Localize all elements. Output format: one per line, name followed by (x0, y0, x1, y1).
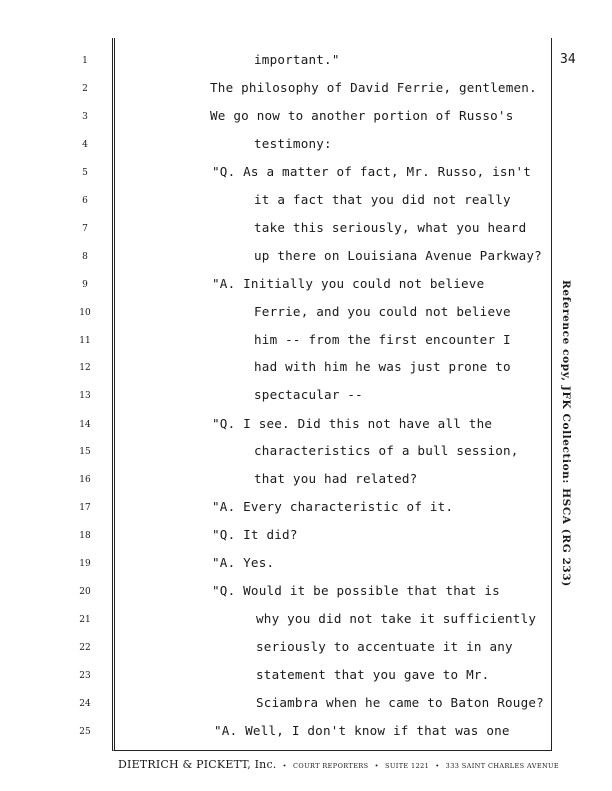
transcript-line: take this seriously, what you heard (254, 220, 527, 235)
footer-separator: • (435, 762, 440, 770)
transcript-line: characteristics of a bull session, (254, 443, 519, 458)
transcript-line: "A. Yes. (212, 555, 275, 570)
footer-address: 333 SAINT CHARLES AVENUE (445, 762, 560, 770)
line-number: 10 (79, 308, 91, 318)
archive-reference-note: Reference copy, JFK Collection: HSCA (RG 233) (560, 280, 572, 587)
line-number: 6 (82, 196, 88, 206)
line-number: 13 (79, 391, 91, 401)
line-number: 15 (79, 447, 91, 457)
line-number: 2 (82, 84, 88, 94)
transcript-line: up there on Louisiana Avenue Parkway? (254, 248, 542, 263)
footer-separator: • (374, 762, 379, 770)
line-number: 12 (79, 363, 91, 373)
line-number: 18 (79, 531, 91, 541)
line-number: 14 (79, 420, 91, 430)
transcript-line: why you did not take it sufficiently (256, 611, 537, 626)
transcript-line: "Q. It did? (212, 527, 298, 542)
transcript-line: "A. Well, I don't know if that was one (214, 723, 510, 738)
line-number: 3 (82, 112, 88, 122)
footer-suite: SUITE 1221 (385, 762, 430, 770)
transcript-line: "Q. I see. Did this not have all the (212, 416, 493, 431)
transcript-line: it a fact that you did not really (254, 192, 511, 207)
transcript-line: "A. Every characteristic of it. (212, 499, 454, 514)
line-number: 1 (82, 56, 88, 66)
line-number: 5 (82, 168, 88, 178)
line-number: 20 (79, 587, 91, 597)
transcript-line: testimony: (254, 136, 332, 151)
transcript-line: Ferrie, and you could not believe (254, 304, 511, 319)
line-number: 9 (82, 280, 88, 290)
transcript-line: Sciambra when he came to Baton Rouge? (256, 695, 544, 710)
transcript-line: that you had related? (254, 471, 418, 486)
line-number: 11 (79, 336, 91, 346)
transcript-line: "Q. Would it be possible that that is (212, 583, 500, 598)
line-number: 24 (79, 699, 91, 709)
line-number: 17 (79, 503, 91, 513)
transcript-line: "A. Initially you could not believe (212, 276, 485, 291)
transcript-line: had with him he was just prone to (254, 359, 511, 374)
footer-separator: • (282, 762, 287, 770)
line-number: 23 (79, 671, 91, 681)
transcript-line: seriously to accentuate it in any (256, 639, 513, 654)
line-number: 4 (82, 140, 88, 150)
line-number: 25 (79, 727, 91, 737)
line-number: 22 (79, 643, 91, 653)
line-number: 19 (79, 559, 91, 569)
footer-court-reporters: COURT REPORTERS (293, 762, 369, 770)
line-number: 21 (79, 615, 91, 625)
page-number: 34 (560, 52, 576, 67)
transcript-line: "Q. As a matter of fact, Mr. Russo, isn't (212, 164, 532, 179)
line-number: 8 (82, 252, 88, 262)
reporter-firm: DIETRICH & PICKETT, Inc. (118, 758, 277, 771)
page-footer (118, 758, 558, 771)
transcript-line: spectacular -- (254, 387, 363, 402)
transcript-line: The philosophy of David Ferrie, gentlemen. (210, 80, 537, 95)
transcript-line: We go now to another portion of Russo's (210, 108, 514, 123)
line-number: 16 (79, 475, 91, 485)
transcript-line: important." (254, 52, 340, 67)
transcript-line: him -- from the first encounter I (254, 332, 511, 347)
transcript-line: statement that you gave to Mr. (256, 667, 490, 682)
line-number: 7 (82, 224, 88, 234)
